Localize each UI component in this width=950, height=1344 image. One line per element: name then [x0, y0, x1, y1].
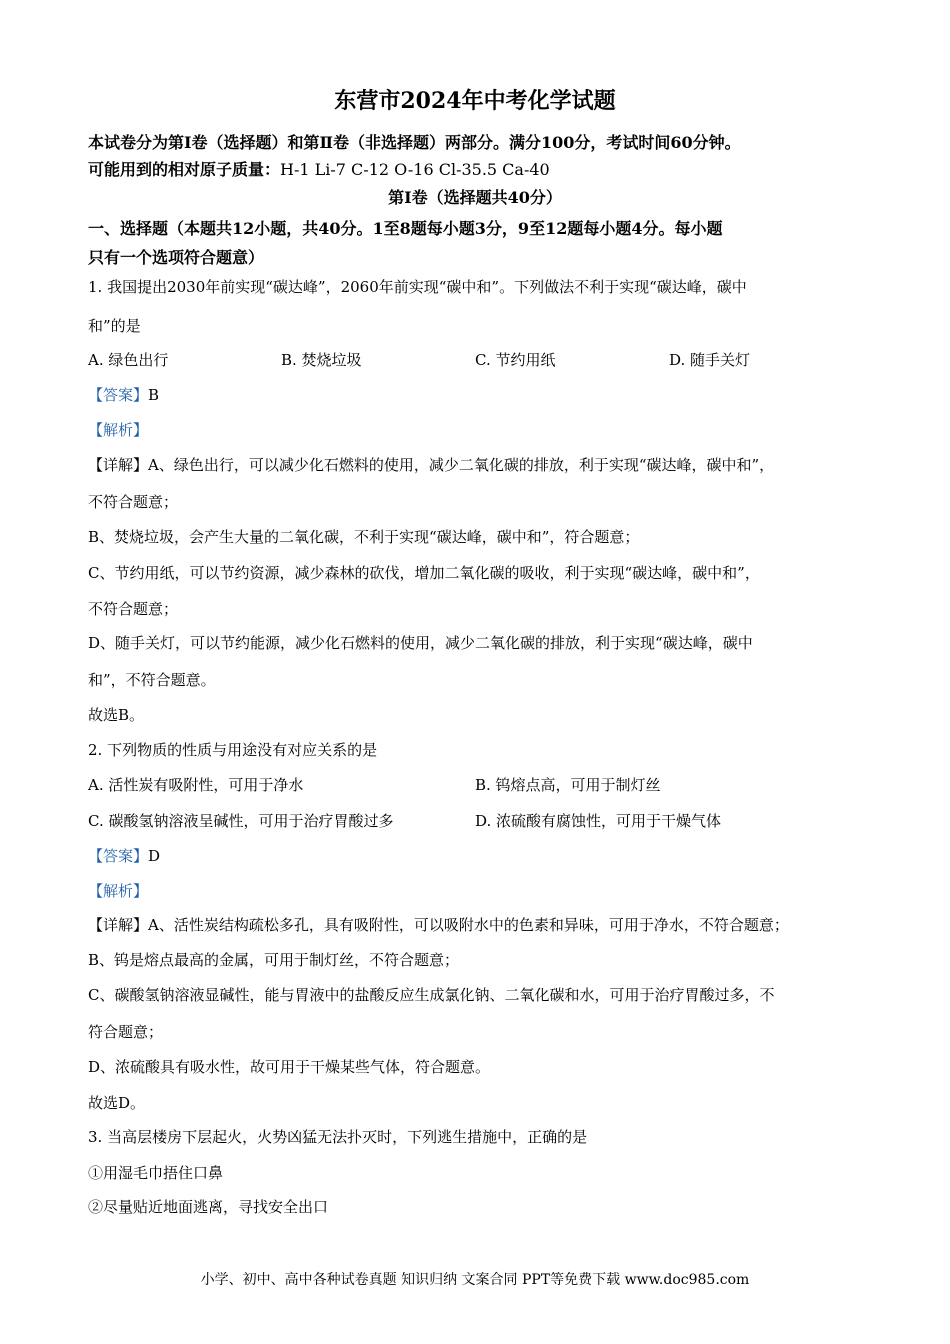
q3-stem: 3. 当高层楼房下层起火，火势凶猛无法扑灭时，下列逃生措施中，正确的是	[88, 1128, 588, 1146]
q1-option-d: D. 随手关灯	[669, 351, 751, 369]
q1-detail-line6: D、随手关灯，可以节约能源，减少化石燃料的使用，减少二氧化碳的排放，利于实现“碳达峰，碳中	[88, 634, 753, 652]
q1-detail-line5: 不符合题意；	[88, 600, 179, 618]
q2-detail-line5: D、浓硫酸具有吸水性，故可用于干燥某些气体，符合题意。	[88, 1058, 491, 1076]
page-footer: 小学、初中、高中各种试卷真题 知识归纳 文案合同 PPT等免费下载 www.doc985.com	[200, 1272, 750, 1288]
answer-value: D	[148, 847, 161, 865]
section-heading-line2: 只有一个选项符合题意）	[88, 248, 265, 267]
q1-detail-line1: 【详解】A、绿色出行，可以减少化石燃料的使用，减少二氧化碳的排放，利于实现“碳达峰，碳中和”，	[88, 456, 775, 474]
q2-answer	[88, 846, 160, 866]
q2-detail-line2: B、钨是熔点最高的金属，可用于制灯丝，不符合题意；	[88, 951, 460, 969]
q1-option-b: B. 焚烧垃圾	[281, 351, 362, 369]
q2-stem: 2. 下列物质的性质与用途没有对应关系的是	[88, 741, 378, 759]
atomic-mass-line	[88, 160, 550, 180]
q2-analysis-label: 【解析】	[88, 882, 149, 900]
q1-stem-line2: 和”的是	[88, 317, 141, 335]
q1-option-c: C. 节约用纸	[475, 351, 556, 369]
q1-detail-line4: C、节约用纸，可以节约资源，减少森林的砍伐，增加二氧化碳的吸收，利于实现“碳达峰，碳中和”，	[88, 564, 760, 582]
q2-option-b: B. 钨熔点高，可用于制灯丝	[475, 776, 661, 794]
part-heading: 第Ⅰ卷（选择题共40分）	[388, 188, 562, 207]
q2-option-a: A. 活性炭有吸附性，可用于净水	[88, 776, 304, 794]
q2-conclusion: 故选D。	[88, 1094, 146, 1112]
answer-label: 【答案】	[88, 847, 149, 865]
q1-answer	[88, 385, 159, 405]
q1-detail-line7: 和”，不符合题意。	[88, 671, 216, 689]
q1-stem-line1: 1. 我国提出2030年前实现“碳达峰”，2060年前实现“碳中和”。下列做法不利于实现“碳达峰，碳中	[88, 278, 747, 296]
q1-detail-line3: B、焚烧垃圾，会产生大量的二氧化碳，不利于实现“碳达峰，碳中和”，符合题意；	[88, 528, 640, 546]
q2-option-c: C. 碳酸氢钠溶液呈碱性，可用于治疗胃酸过多	[88, 812, 394, 830]
q1-option-a: A. 绿色出行	[88, 351, 169, 369]
q1-detail-line2: 不符合题意；	[88, 493, 179, 511]
answer-value: B	[148, 386, 160, 404]
page-title: 东营市2024年中考化学试题	[334, 88, 616, 114]
atomic-mass-values: H-1 Li-7 C-12 O-16 Cl-35.5 Ca-40	[280, 160, 550, 179]
q3-item-2: ②尽量贴近地面逃离，寻找安全出口	[88, 1198, 329, 1216]
q2-detail-line1: 【详解】A、活性炭结构疏松多孔，具有吸附性，可以吸附水中的色素和异味，可用于净水，不符合题意；	[88, 916, 789, 934]
q1-analysis-label: 【解析】	[88, 421, 149, 439]
q2-detail-line4: 符合题意；	[88, 1023, 164, 1041]
answer-label: 【答案】	[88, 386, 149, 404]
q2-option-d: D. 浓硫酸有腐蚀性，可用于干燥气体	[475, 812, 722, 830]
intro-text: 本试卷分为第Ⅰ卷（选择题）和第Ⅱ卷（非选择题）两部分。满分100分，考试时间60分钟。	[88, 133, 741, 152]
q2-detail-line3: C、碳酸氢钠溶液显碱性，能与胃液中的盐酸反应生成氯化钠、二氧化碳和水，可用于治疗胃酸过多，不	[88, 986, 775, 1004]
q3-item-1: ①用湿毛巾捂住口鼻	[88, 1164, 224, 1182]
atomic-mass-label: 可能用到的相对原子质量：	[88, 160, 281, 179]
section-heading-line1: 一、选择题（本题共12小题，共40分。1至8题每小题3分，9至12题每小题4分。每小题	[88, 219, 723, 238]
q1-conclusion: 故选B。	[88, 706, 145, 724]
